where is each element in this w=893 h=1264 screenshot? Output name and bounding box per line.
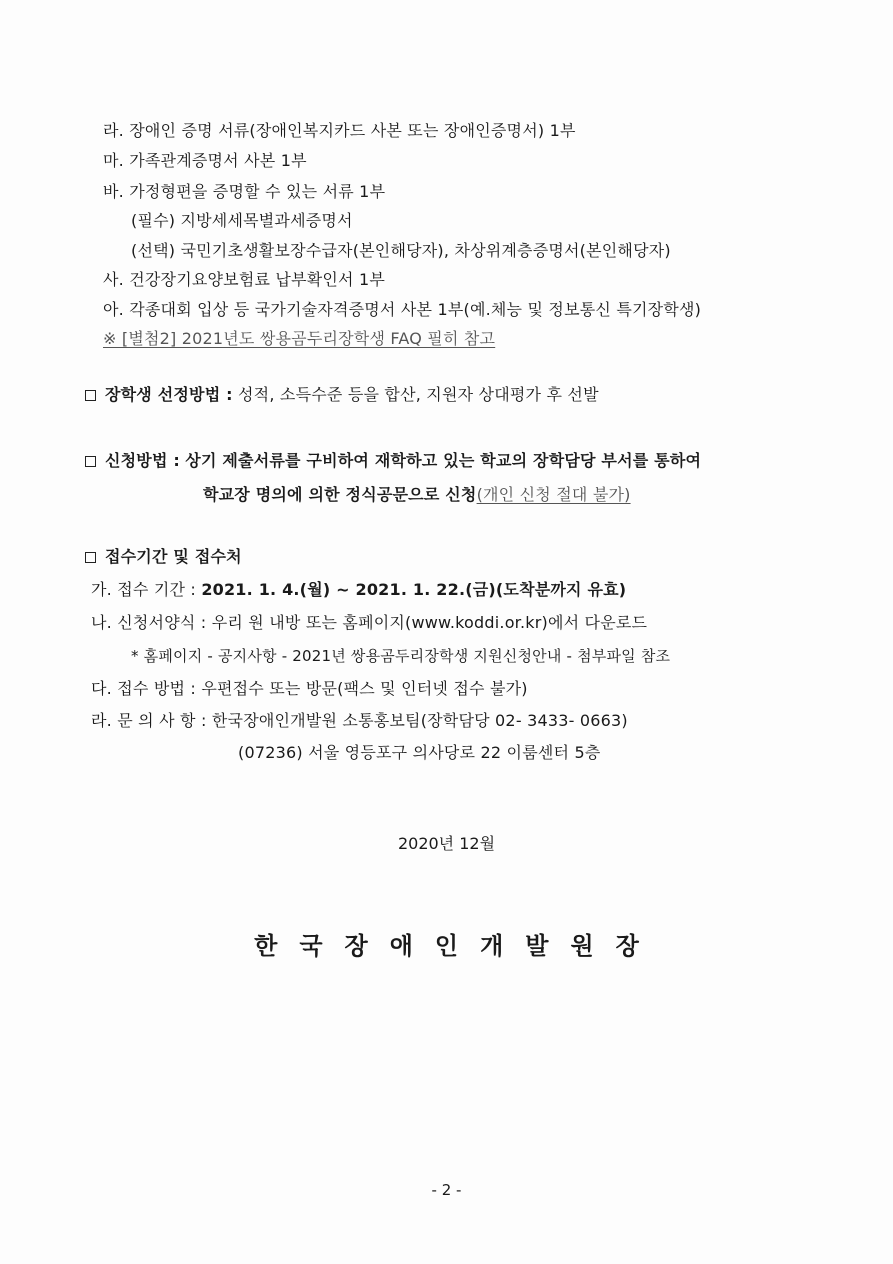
- apply-heading: 신청방법 :: [105, 451, 180, 470]
- reception-form: [91, 612, 647, 634]
- contact-label: 라. 문 의 사 항 :: [91, 711, 207, 730]
- period-value: 2021. 1. 4.(월) ~ 2021. 1. 22.(금)(도착분까지 유효): [201, 580, 627, 599]
- apply-text-line1: 상기 제출서류를 구비하여 재학하고 있는 학교의 장학담당 부서를 통하여: [185, 451, 702, 470]
- doc-item-ba-optional: (선택) 국민기초생활보장수급자(본인해당자), 차상위계층증명서(본인해당자): [131, 241, 671, 260]
- form-value: 우리 원 내방 또는 홈페이지(www.koddi.or.kr)에서 다운로드: [211, 613, 648, 632]
- contact-value: 한국장애인개발원 소통홍보팀(장학담당 02- 3433- 0663): [211, 711, 628, 730]
- period-label: 가. 접수 기간 :: [91, 580, 197, 599]
- form-label: 나. 신청서양식 :: [91, 613, 207, 632]
- document-date: 2020년 12월: [397, 834, 496, 853]
- reception-period: [91, 579, 626, 601]
- doc-item-ma: 마. 가족관계증명서 사본 1부: [103, 151, 307, 170]
- reception-contact: [91, 710, 628, 732]
- method-label: 다. 접수 방법 :: [91, 679, 197, 698]
- apply-text-line2: 학교장 명의에 의한 정식공문으로 신청: [203, 485, 477, 504]
- contact-address: (07236) 서울 영등포구 의사당로 22 이룸센터 5층: [238, 743, 601, 762]
- reception-section: [85, 546, 242, 568]
- doc-item-ba: 바. 가정형편을 증명할 수 있는 서류 1부: [103, 182, 386, 201]
- doc-item-ba-required: (필수) 지방세세목별과세증명서: [131, 211, 353, 230]
- reception-heading: 접수기간 및 접수처: [105, 547, 242, 566]
- selection-heading: 장학생 선정방법 :: [105, 385, 233, 404]
- doc-item-a: 아. 각종대회 입상 등 국가기술자격증명서 사본 1부(예.체능 및 정보통신 특기장학생): [103, 300, 702, 319]
- homepage-note: * 홈페이지 - 공지사항 - 2021년 쌍용곰두리장학생 지원신청안내 - 첨부파일 참조: [131, 647, 671, 665]
- page-number: - 2 -: [431, 1181, 462, 1199]
- apply-line2: [203, 484, 631, 506]
- apply-note: (개인 신청 절대 불가): [476, 485, 631, 504]
- apply-section: [85, 450, 701, 472]
- reception-method: [91, 678, 528, 700]
- checkbox-square-icon: [85, 552, 96, 563]
- doc-item-ra: 라. 장애인 증명 서류(장애인복지카드 사본 또는 장애인증명서) 1부: [103, 121, 576, 140]
- checkbox-square-icon: [85, 456, 96, 467]
- selection-section: [85, 384, 599, 406]
- faq-note: ※ [별첨2] 2021년도 쌍용곰두리장학생 FAQ 필히 참고: [103, 329, 496, 348]
- selection-text: 성적, 소득수준 등을 합산, 지원자 상대평가 후 선발: [238, 385, 599, 404]
- issuer-title: 한국장애인개발원장: [254, 931, 661, 960]
- doc-item-sa: 사. 건강장기요양보험료 납부확인서 1부: [103, 270, 386, 289]
- method-value: 우편접수 또는 방문(팩스 및 인터넷 접수 불가): [201, 679, 528, 698]
- checkbox-square-icon: [85, 390, 96, 401]
